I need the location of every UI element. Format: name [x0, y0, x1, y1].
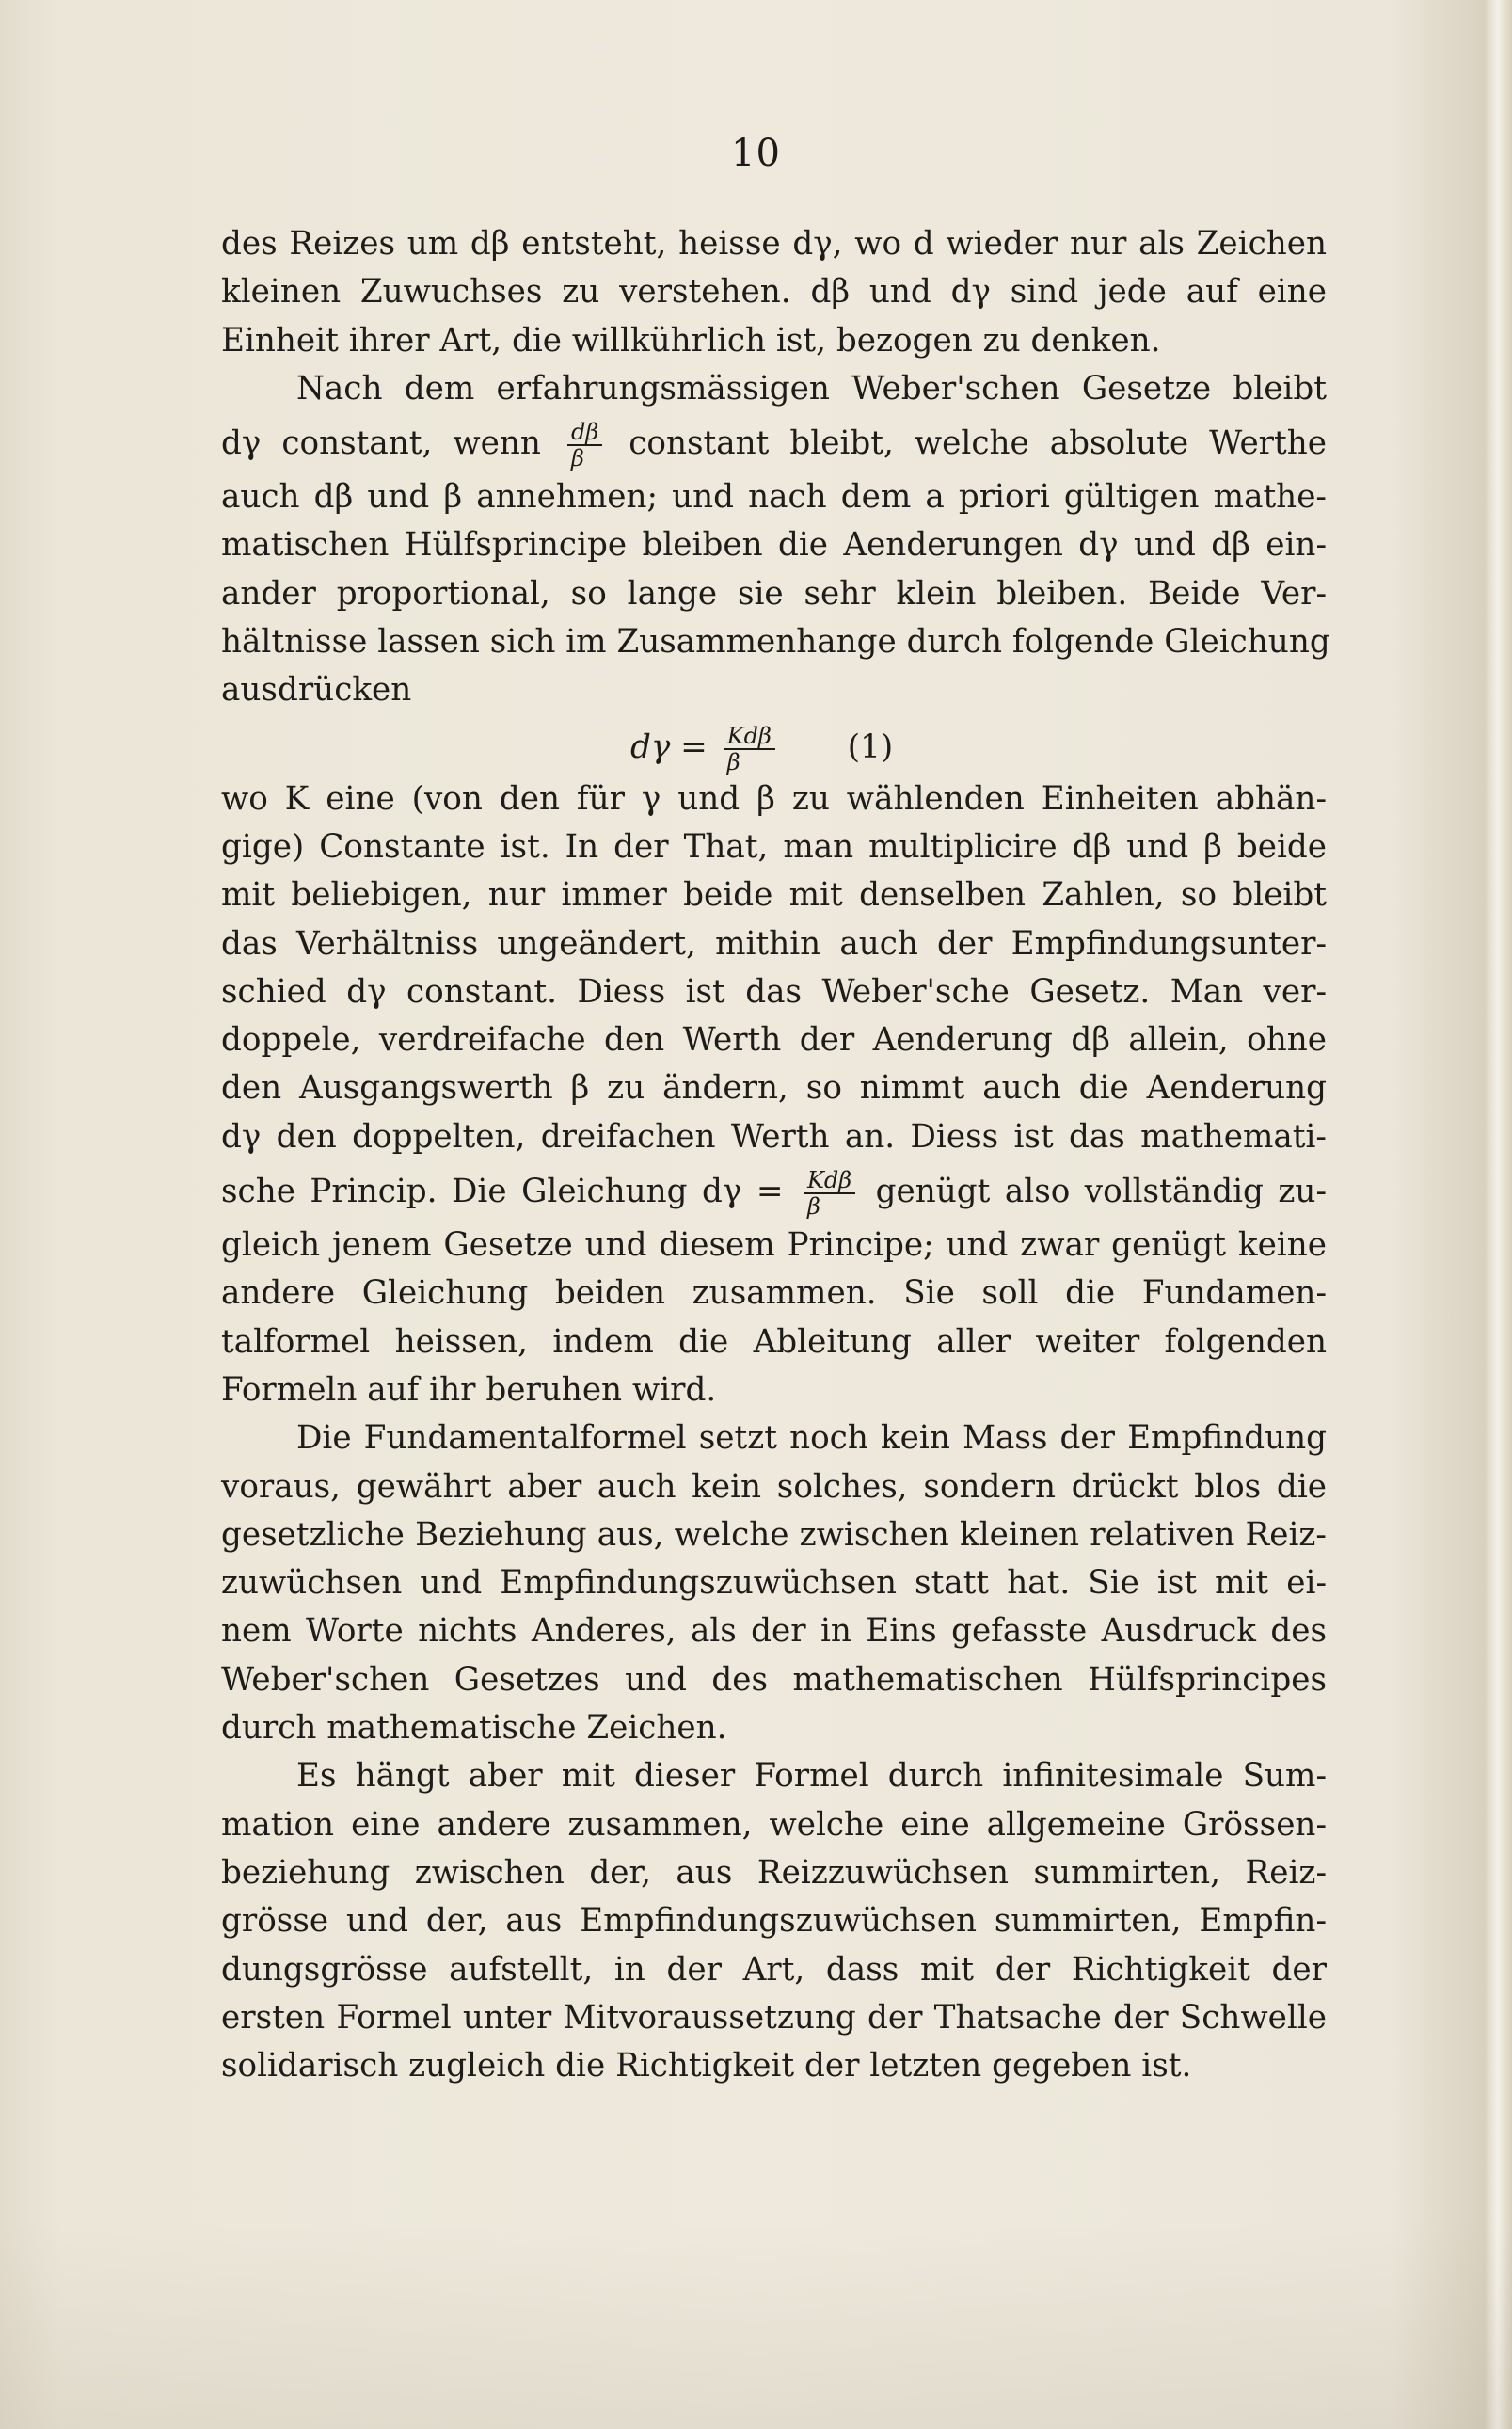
text-line: kleinen Zuwuchses zu verstehen. dβ und dγ sind jede auf eine — [221, 273, 1327, 312]
text-line-with-fraction — [221, 413, 1327, 473]
fraction-numerator: Kdβ — [804, 1168, 855, 1194]
text-line: ander proportional, so lange sie sehr klein bleiben. Beide Ver- — [221, 574, 1327, 613]
text-line: mit beliebigen, nur immer beide mit denselben Zahlen, so bleibt — [221, 876, 1327, 915]
line-text: dγ constant, wenn — [221, 424, 541, 463]
text-line: Es hängt aber mit dieser Formel durch infinitesimale Sum- — [296, 1757, 1327, 1796]
line-text: constant bleibt, welche absolute Werthe — [629, 424, 1328, 463]
text-line: wo K eine (von den für γ und β zu wählenden Einheiten abhän- — [221, 779, 1327, 818]
fraction-denominator: β — [726, 748, 740, 775]
page-shadow — [0, 2222, 1512, 2429]
text-line: gesetzliche Beziehung aus, welche zwischen kleinen relativen Reiz- — [221, 1515, 1327, 1554]
text-line: dungsgrösse aufstellt, in der Art, dass mit der Richtigkeit der — [221, 1950, 1327, 1989]
text-line: grösse und der, aus Empfindungszuwüchsen summirten, Empfin- — [221, 1902, 1327, 1941]
text-line: Einheit ihrer Art, die willkührlich ist, bezogen zu denken. — [221, 321, 1161, 360]
text-line: zuwüchsen und Empfindungszuwüchsen statt hat. Sie ist mit ei- — [221, 1564, 1327, 1603]
text-line: ersten Formel unter Mitvoraussetzung der Thatsache der Schwelle — [221, 1998, 1327, 2037]
equation-body — [630, 717, 781, 777]
fraction-denominator: β — [806, 1193, 820, 1221]
text-line: das Verhältniss ungeändert, mithin auch der Empfindungsunter- — [221, 924, 1327, 963]
line-text: sche Princip. Die Gleichung dγ = — [221, 1173, 784, 1211]
equation-1 — [221, 715, 1327, 775]
page-edge — [1486, 0, 1512, 2429]
text-line: hältnisse lassen sich im Zusammenhange durch folgende Gleichung — [221, 623, 1330, 662]
text-line: gleich jenem Gesetze und diesem Principe; und zwar genügt keine — [221, 1226, 1327, 1265]
body-text — [221, 220, 1330, 2090]
fraction-numerator: dβ — [567, 420, 602, 446]
text-line: matischen Hülfsprincipe bleiben die Aenderungen dγ und dβ ein- — [221, 526, 1327, 565]
text-line: talformel heissen, indem die Ableitung aller weiter folgenden — [221, 1322, 1327, 1361]
equation-label: (1) — [847, 727, 894, 766]
line-text: genügt also vollständig zu- — [875, 1173, 1327, 1211]
text-line: durch mathematische Zeichen. — [221, 1709, 727, 1748]
fraction — [567, 420, 602, 471]
text-line: doppele, verdreifache den Werth der Aenderung dβ allein, ohne — [221, 1021, 1327, 1060]
text-line: Formeln auf ihr beruhen wird. — [221, 1370, 717, 1409]
page-number: 10 — [731, 132, 781, 175]
equation-lhs: dγ = — [630, 727, 708, 766]
text-line: andere Gleichung beiden zusammen. Sie soll die Fundamen- — [221, 1274, 1327, 1313]
text-line-with-fraction — [221, 1161, 1327, 1222]
text-line: nem Worte nichts Anderes, als der in Eins gefasste Ausdruck des — [221, 1612, 1327, 1651]
text-line: solidarisch zugleich die Richtigkeit der letzten gegeben ist. — [221, 2047, 1192, 2085]
text-line: schied dγ constant. Diess ist das Weber'sche Gesetz. Man ver- — [221, 972, 1327, 1011]
text-line: des Reizes um dβ entsteht, heisse dγ, wo d wieder nur als Zeichen — [221, 225, 1327, 263]
text-line: ausdrücken — [221, 671, 412, 710]
equation-fraction — [724, 724, 775, 775]
text-line: Die Fundamentalformel setzt noch kein Mass der Empfindung — [296, 1419, 1327, 1458]
text-line: dγ den doppelten, dreifachen Werth an. Diess ist das mathemati- — [221, 1117, 1327, 1156]
text-line: Weber'schen Gesetzes und des mathematischen Hülfsprincipes — [221, 1660, 1327, 1699]
text-line: voraus, gewährt aber auch kein solches, sondern drückt blos die — [221, 1467, 1327, 1506]
fraction-numerator: Kdβ — [724, 724, 775, 750]
text-line: gige) Constante ist. In der That, man multiplicire dβ und β beide — [221, 827, 1327, 866]
text-line: auch dβ und β annehmen; und nach dem a priori gültigen mathe- — [221, 478, 1327, 517]
fraction — [804, 1168, 855, 1219]
text-line: mation eine andere zusammen, welche eine allgemeine Grössen- — [221, 1805, 1327, 1844]
text-line: beziehung zwischen der, aus Reizzuwüchsen summirten, Reiz- — [221, 1853, 1327, 1892]
fraction-denominator: β — [570, 445, 584, 472]
text-line: Nach dem erfahrungsmässigen Weber'schen Gesetze bleibt — [296, 369, 1327, 407]
text-line: den Ausgangswerth β zu ändern, so nimmt auch die Aenderung — [221, 1069, 1327, 1108]
